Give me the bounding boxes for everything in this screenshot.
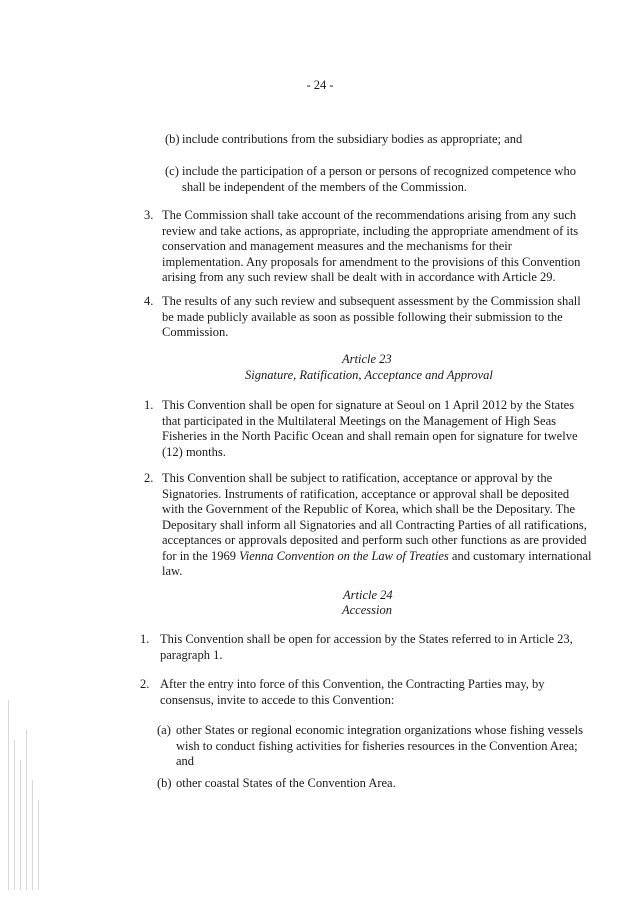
paragraph-4-text: The results of any such review and subsequent assessment by the Commission shall be made publicly available as soon as possible following their submission to the Commission. [162,294,581,339]
article-24-paragraph-2-number: 2. [140,677,150,691]
item-c-text: include the participation of a person or persons of recognized competence who shall be independent of the members of the Commission. [182,164,576,194]
article-23-subheading: Signature, Ratification, Acceptance and Approval [245,368,493,382]
article-24-paragraph-2-text: After the entry into force of this Convention, the Contracting Parties may, by consensus, invite to accede to this Convention: [160,677,545,707]
treaty-reference-line: for in the 1969 Vienna Convention on the Law of Treaties and customary international [162,548,592,563]
item-b-coastal-marker: (b) [157,776,172,790]
scan-artifact [20,760,21,890]
item-c-marker: (c) [165,164,179,178]
paragraph-3-number: 3. [144,208,154,222]
item-a-text: other States or regional economic integration organizations whose fishing vessels wish to conduct fishing activities for fisheries resources in the Convention Area; and [176,723,583,768]
paragraph-4-number: 4. [144,294,154,308]
article-23-paragraph-2-number: 2. [144,471,154,485]
article-23-paragraph-1-text: This Convention shall be open for signature at Seoul on 1 April 2012 by the States that participated in the Multilateral Meetings on the Management of High Seas Fisheries in the North Pacific Ocean and shall remain open for signature for twelve (12) months. [162,398,578,459]
item-b-marker: (b) [165,132,180,146]
scan-artifact [26,730,27,890]
article-24-paragraph-1-number: 1. [140,632,150,646]
item-b-coastal-text: other coastal States of the Convention Area. [176,776,396,790]
article-23-heading: Article 23 [342,352,392,366]
scan-artifact [32,780,33,890]
scan-artifact [14,740,15,890]
treaty-title: Vienna Convention on the Law of Treaties [239,548,449,563]
article-23-paragraph-2-text: This Convention shall be subject to ratification, acceptance or approval by the Signatories. Instruments of ratification, acceptance or approval shall be deposited with the Government of the Republic of Korea, which shall be the Depositary. The Depositary shall inform all Signatories and all Contracting Parties of all ratifications, acceptances or approvals deposited and perform such other functions as are provided for in the 1969 Vienna Convention on the Law of Treaties and customary international law. [162,471,592,578]
article-24-subheading: Accession [342,603,392,617]
paragraph-3-text: The Commission shall take account of the recommendations arising from any such review and take actions, as appropriate, including the appropriate amendment of its conservation and management measures and the mechanisms for their implementation. Any proposals for amendment to the provisions of this Convention arising from any such review shall be dealt with in accordance with Article 29. [162,208,581,284]
item-a-marker: (a) [157,723,171,737]
item-b-text: include contributions from the subsidiary bodies as appropriate; and [182,132,523,146]
article-24-paragraph-1-text: This Convention shall be open for accession by the States referred to in Article 23, paragraph 1. [160,632,573,662]
page-number: - 24 - [306,78,334,92]
article-23-paragraph-1-number: 1. [144,398,154,412]
article-24-heading: Article 24 [343,588,393,602]
scan-artifact [38,800,39,890]
scan-artifact [8,700,9,890]
